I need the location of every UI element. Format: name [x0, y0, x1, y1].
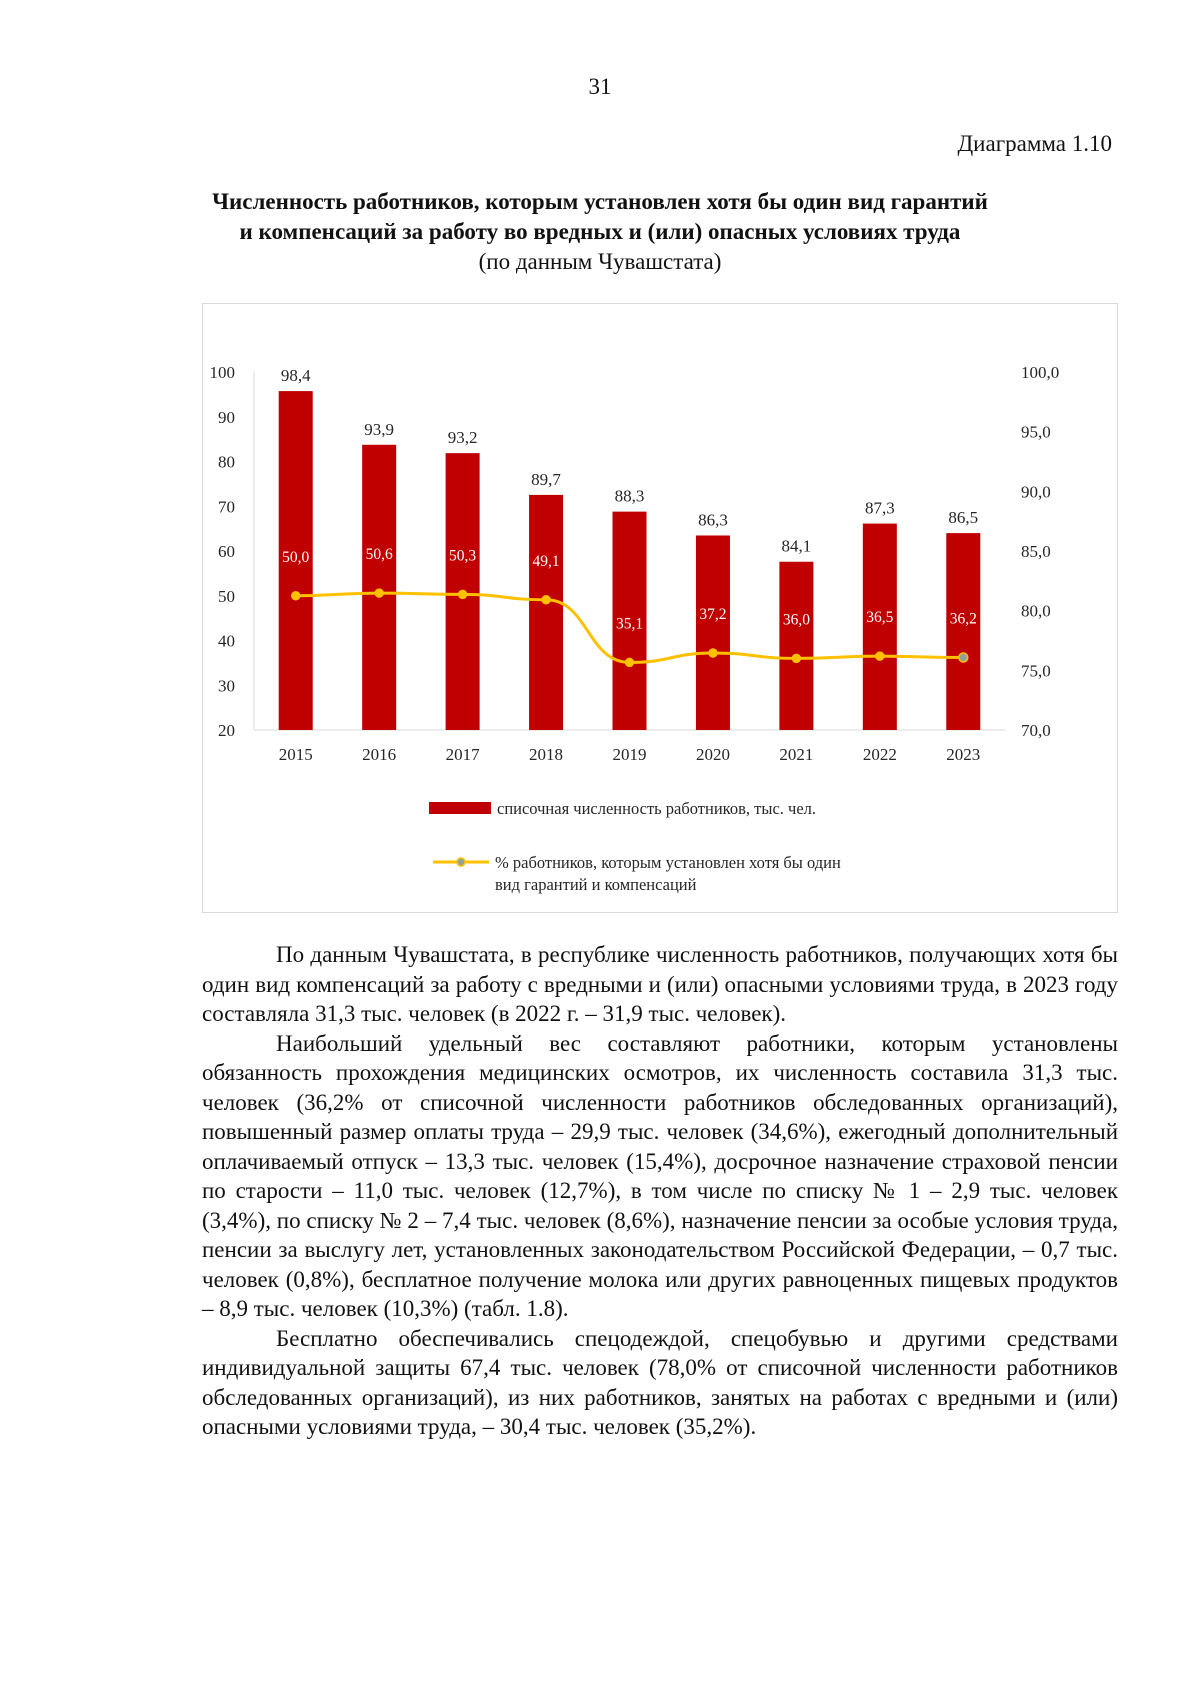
- bar-value-label: 87,3: [864, 498, 895, 518]
- right-axis-tick: 90,0: [1021, 482, 1051, 502]
- right-axis-tick: 80,0: [1021, 601, 1051, 621]
- percent-marker-2019: [626, 658, 634, 666]
- bar-value-label: 93,2: [447, 428, 478, 448]
- percent-value-label: 35,1: [615, 615, 644, 633]
- left-axis-tick: 60: [218, 542, 235, 561]
- body-text: [202, 940, 1118, 1442]
- left-axis-tick: 80: [218, 452, 235, 472]
- paragraph-3: Бесплатно обеспечивались спецодеждой, спецобувью и другими средствами индивидуальной защиты 67,4 тыс. человек (78,0% от списочной численности работников обследованных организаций), из них работников, занятых на работах с вредными и (или) опасными условиями труда, – 30,4 тыс. человек (35,2%).: [202, 1325, 1118, 1439]
- page-number: 31: [588, 74, 612, 99]
- left-axis-tick: 100: [209, 363, 235, 382]
- percent-value-label: 36,2: [949, 610, 977, 628]
- bar-2016: [362, 445, 396, 730]
- paragraph-1: По данным Чувашстата, в республике численность работников, получающих хотя бы один вид компенсаций за работу с вредными и (или) опасными условиями труда, в 2023 году составляла 31,3 тыс. человек (в 2022 г. – 31,9 тыс. человек).: [202, 942, 1118, 1026]
- x-axis-label: 2020: [695, 745, 730, 764]
- percent-value-label: 50,3: [449, 547, 477, 565]
- bar-2021: [779, 562, 813, 730]
- percent-marker-2017: [459, 590, 467, 598]
- paragraph-2: Наибольший удельный вес составляют работники, которым установлены обязанность прохождения медицинских осмотров, их численность составила 31,3 тыс. человек (36,2% от списочной численности работников обследованных организаций), повышенный размер оплаты труда – 29,9 тыс. человек (34,6%), ежегодный дополнительный оплачиваемый отпуск – 13,3 тыс. человек (15,4%), досрочное назначение страховой пенсии по старости – 11,0 тыс. человек (12,7%), в том числе по списку № 1 – 2,9 тыс. человек (3,4%), по списку № 2 – 7,4 тыс. человек (8,6%), назначение пенсии за особые условия труда, пенсии за выслугу лет, установленных законодательством Российской Федерации, – 0,7 тыс. человек (0,8%), бесплатное получение молока или других равноценных пищевых продуктов – 8,9 тыс. человек (10,3%) (табл. 1.8).: [202, 1030, 1118, 1321]
- percent-marker-2015: [292, 592, 300, 600]
- left-axis-tick: 90: [218, 407, 235, 427]
- x-axis-label: 2022: [862, 745, 897, 764]
- right-axis-tick: 95,0: [1021, 422, 1051, 442]
- percent-value-label: 37,2: [699, 606, 727, 624]
- chart-title: [140, 187, 1060, 277]
- percent-marker-2020: [709, 649, 717, 657]
- left-axis-tick: 70: [218, 497, 235, 517]
- bar-value-label: 98,4: [280, 366, 311, 386]
- bar-2020: [696, 535, 730, 730]
- percent-marker-2016: [375, 589, 383, 597]
- x-axis-label: 2015: [278, 745, 313, 764]
- left-axis-tick: 30: [218, 676, 235, 696]
- right-axis-tick: 70,0: [1021, 721, 1051, 740]
- left-axis-tick: 40: [218, 631, 235, 651]
- bar-value-label: 86,5: [948, 508, 979, 528]
- bar-2023: [946, 533, 980, 730]
- bar-2022: [863, 524, 897, 730]
- bar-value-label: 86,3: [698, 510, 728, 530]
- percent-value-label: 49,1: [532, 552, 560, 570]
- percent-marker-2018: [542, 596, 550, 604]
- title-source: (по данным Чувашстата): [478, 249, 722, 274]
- x-axis-label: 2021: [779, 745, 814, 764]
- legend-line-label-1: % работников, которым установлен хотя бы один: [495, 853, 841, 872]
- legend-line-marker: [457, 858, 465, 866]
- x-axis-label: 2019: [612, 745, 647, 764]
- left-axis-tick: 50: [218, 586, 235, 606]
- percent-marker-2022: [876, 652, 884, 660]
- x-axis-label: 2016: [362, 745, 397, 764]
- right-axis-tick: 100,0: [1021, 363, 1060, 382]
- chart: [203, 304, 1119, 914]
- x-axis-label: 2023: [946, 745, 981, 764]
- bar-2018: [529, 495, 563, 730]
- percent-value-label: 50,0: [282, 548, 310, 566]
- bar-value-label: 84,1: [781, 536, 812, 556]
- legend-line-label-2: вид гарантий и компенсаций: [495, 875, 697, 894]
- legend-bar-swatch: [429, 802, 491, 814]
- percent-marker-2023: [959, 653, 968, 662]
- left-axis-tick: 20: [218, 721, 235, 740]
- legend-bar-label: списочная численность работников, тыс. чел.: [497, 799, 817, 818]
- bar-value-label: 89,7: [531, 469, 561, 489]
- chart-frame: [202, 303, 1118, 913]
- right-axis-tick: 85,0: [1021, 542, 1051, 561]
- bar-value-label: 93,9: [364, 419, 395, 439]
- percent-value-label: 36,5: [866, 609, 894, 627]
- percent-value-label: 50,6: [365, 546, 393, 564]
- legend: [429, 799, 841, 894]
- percent-marker-2021: [792, 654, 800, 662]
- right-axis-tick: 75,0: [1021, 661, 1051, 681]
- bar-value-label: 88,3: [614, 486, 645, 506]
- title-line-1: Численность работников, которым установлен хотя бы один вид гарантий: [212, 189, 988, 214]
- x-axis-label: 2017: [445, 745, 480, 764]
- title-line-2: и компенсаций за работу во вредных и (или) опасных условиях труда: [239, 219, 961, 244]
- percent-value-label: 36,0: [782, 611, 810, 629]
- x-axis-label: 2018: [529, 745, 564, 764]
- diagram-label: Диаграмма 1.10: [957, 131, 1112, 156]
